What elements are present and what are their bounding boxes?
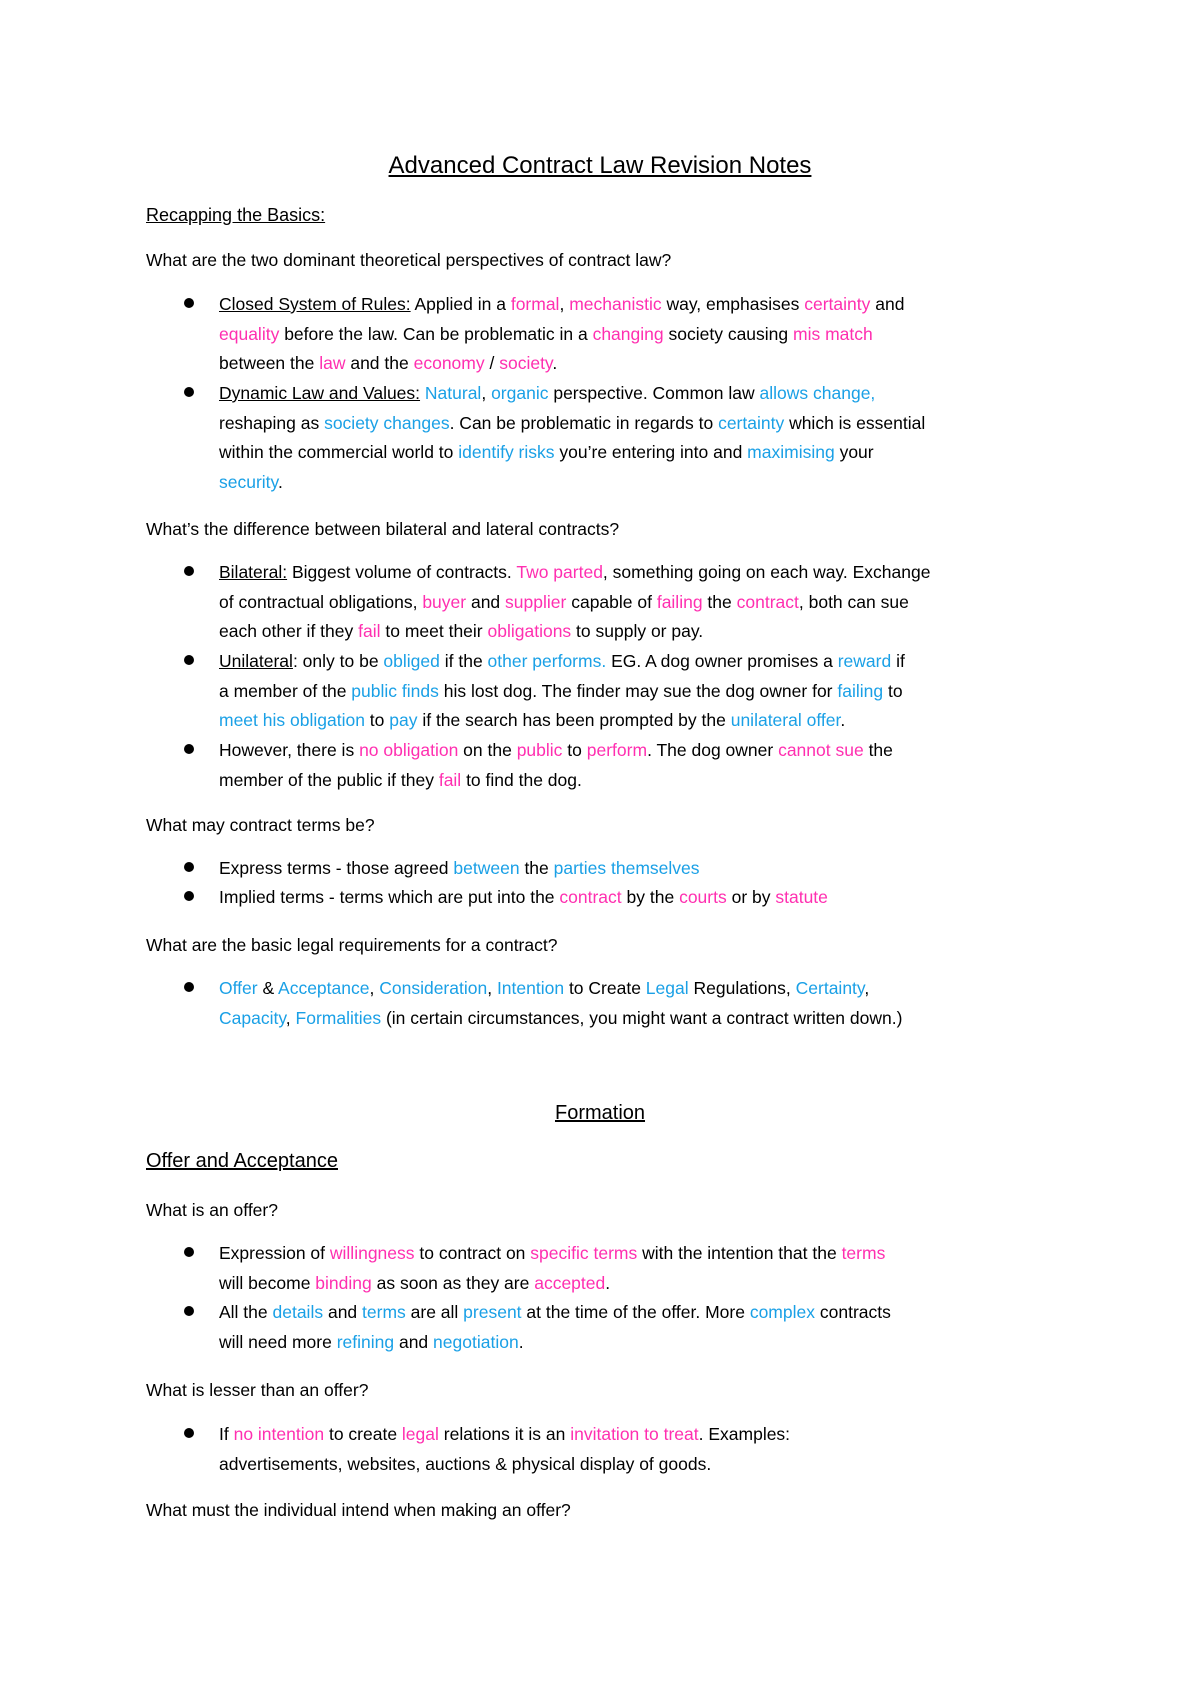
- bullet-icon: [184, 744, 194, 754]
- page-title: Advanced Contract Law Revision Notes: [388, 152, 812, 179]
- recap-heading: Recapping the Basics:: [146, 205, 326, 225]
- bullet-icon: [184, 1428, 194, 1438]
- bullet-icon: [184, 387, 194, 397]
- question-perspectives: What are the two dominant theoretical perspectives of contract law?: [146, 250, 672, 270]
- list-item-expression: Expression of willingness to contract on specific terms with the intention that the terms will become binding as soon as they are accepted.: [219, 1243, 886, 1293]
- bullet-icon: [184, 1306, 194, 1316]
- bullet-icon: [184, 891, 194, 901]
- list-item-express-terms: Express terms - those agreed between the parties themselves: [219, 858, 700, 878]
- section-heading-formation: Formation: [554, 1102, 646, 1124]
- bullet-icon: [184, 655, 194, 665]
- list-item-implied-terms: Implied terms - terms which are put into the contract by the courts or by statute: [219, 887, 828, 907]
- question-lesser: What is lesser than an offer?: [146, 1380, 369, 1400]
- question-terms: What may contract terms be?: [146, 815, 375, 835]
- bullet-icon: [184, 298, 194, 308]
- subheading-offer-acceptance: Offer and Acceptance: [146, 1150, 338, 1172]
- list-item-invitation: If no intention to create legal relations it is an invitation to treat. Examples: advertisements, websites, auctions & physical display of goods.: [219, 1424, 791, 1474]
- question-bilateral: What’s the difference between bilateral and lateral contracts?: [146, 519, 620, 539]
- question-intend: What must the individual intend when making an offer?: [146, 1500, 571, 1520]
- list-item-unilateral: Unilateral: only to be obliged if the other performs. EG. A dog owner promises a reward if a member of the public finds his lost dog. The finder may sue the dog owner for failing to meet his obligation to pay if the search has been prompted by the unilateral offer.: [219, 651, 905, 730]
- list-item-requirements: Offer & Acceptance, Consideration, Intention to Create Legal Regulations, Certainty, Capacity, Formalities (in certain circumstances, you might want a contract written down.): [219, 978, 903, 1028]
- list-item-dynamic-law: Dynamic Law and Values: Natural, organic perspective. Common law allows change, reshaping as society changes. Can be problematic in regards to certainty which is essential within the commercial world to identify risks you’re entering into and maximising your security.: [219, 383, 926, 492]
- list-item-bilateral: Bilateral: Biggest volume of contracts. Two parted, something going on each way. Exchange of contractual obligations, buyer and supplier capable of failing the contract, both can sue each other if they fail to meet their obligations to supply or pay.: [219, 562, 931, 641]
- list-item-closed-system: Closed System of Rules: Applied in a formal, mechanistic way, emphasises certainty and equality before the law. Can be problematic in a changing society causing mis match between the law and the economy / society.: [219, 294, 905, 373]
- list-item-details: All the details and terms are all present at the time of the offer. More complex contracts will need more refining and negotiation.: [219, 1302, 891, 1352]
- bullet-icon: [184, 982, 194, 992]
- question-offer: What is an offer?: [146, 1200, 278, 1220]
- bullet-icon: [184, 862, 194, 872]
- question-requirements: What are the basic legal requirements for a contract?: [146, 935, 558, 955]
- bullet-icon: [184, 566, 194, 576]
- bullet-icon: [184, 1247, 194, 1257]
- list-item-however: However, there is no obligation on the public to perform. The dog owner cannot sue the member of the public if they fail to find the dog.: [219, 740, 893, 790]
